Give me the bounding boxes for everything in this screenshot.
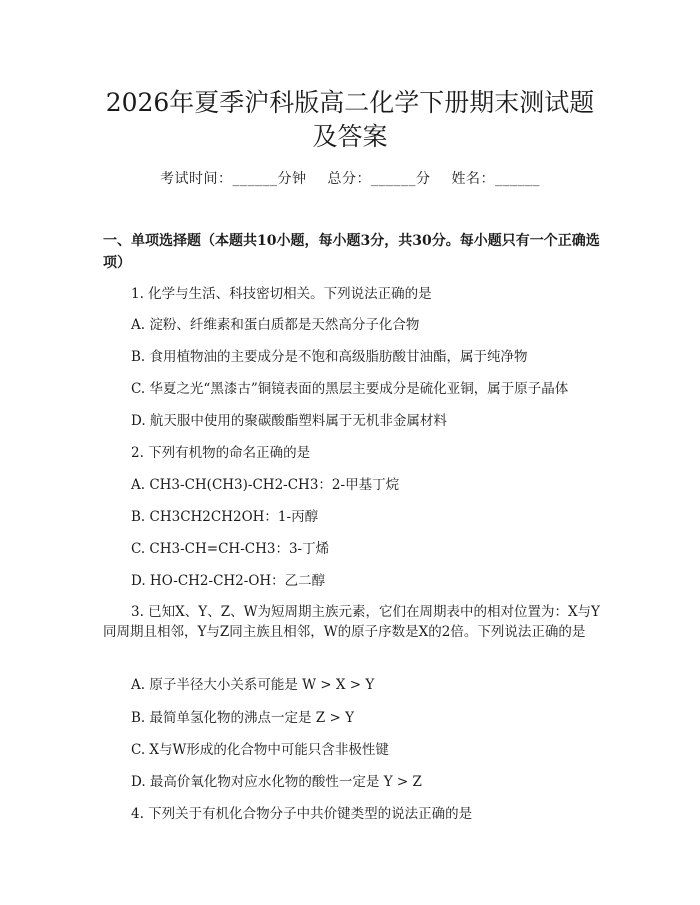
question-2-stem: 2. 下列有机物的命名正确的是 [131,445,311,461]
section-heading: 一、单项选择题（本题共10小题，每小题3分，共30分。每小题只有一个正确选项） [103,233,600,271]
question-3-option-c: C. X与W形成的化合物中可能只含非极性键 [131,742,389,758]
question-1-option-b: B. 食用植物油的主要成分是不饱和高级脂肪酸甘油酯，属于纯净物 [131,349,528,365]
question-1-stem: 1. 化学与生活、科技密切相关。下列说法正确的是 [131,286,432,302]
question-1-option-a: A. 淀粉、纤维素和蛋白质都是天然高分子化合物 [131,317,420,333]
document-title-line-2: 及答案 [312,122,388,151]
question-1-option-c: C. 华夏之光“黑漆古”铜镜表面的黑层主要成分是硫化亚铜，属于原子晶体 [131,381,569,397]
question-2-option-b: B. CH3CH2CH2OH：1-丙醇 [131,509,319,525]
exam-info [0,168,700,188]
total-score-field: 总分：______分 [327,171,431,187]
question-1-option-d: D. 航天服中使用的聚碳酸酯塑料属于无机非金属材料 [131,413,447,429]
question-3-stem: 3. 已知X、Y、Z、W为短周期主族元素，它们在周期表中的相对位置为：X与Y同周期且相邻，Y与Z同主族且相邻，W的原子序数是X的2倍。下列说法正确的是 [103,604,600,640]
document-title-line-1: 2026年夏季沪科版高二化学下册期末测试题 [105,88,595,117]
question-3-option-b: B. 最简单氢化物的沸点一定是 Z > Y [131,710,354,726]
question-2-option-c: C. CH3-CH=CH-CH3：3-丁烯 [131,541,330,557]
question-3-option-a: A. 原子半径大小关系可能是 W > X > Y [131,677,375,693]
question-3-option-d: D. 最高价氧化物对应水化物的酸性一定是 Y > Z [131,774,422,790]
question-2-option-d: D. HO-CH2-CH2-OH：乙二醇 [131,573,326,589]
student-name-field: 姓名：______ [451,171,540,187]
question-2-option-a: A. CH3-CH(CH3)-CH2-CH3：2-甲基丁烷 [131,477,400,493]
question-4-stem: 4. 下列关于有机化合物分子中共价键类型的说法正确的是 [131,806,473,822]
exam-time-field: 考试时间：______分钟 [160,171,307,187]
